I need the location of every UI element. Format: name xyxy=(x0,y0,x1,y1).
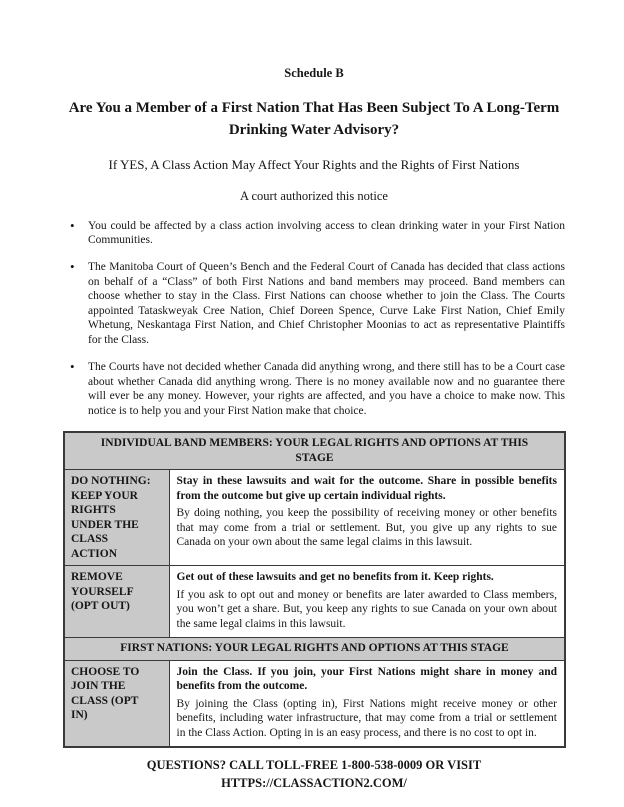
section-header-row-first-nations xyxy=(64,638,565,660)
option-description-opt-out xyxy=(169,566,565,638)
page-title: Are You a Member of a First Nation That Has Been Subject To A Long-Term Drinking Water Advisory? xyxy=(68,100,560,138)
schedule-label: Schedule B xyxy=(284,66,344,80)
option-label-opt-in: CHOOSE TO JOIN THE CLASS (OPT IN) xyxy=(64,660,169,747)
bullet-item-choice: • The Courts have not decided whether Canada did anything wrong, and there still has to be a Court case about whether Canada did anything wrong. There is no money available now and no guarantee there will ever be any money. However, your rights are affected, and you have a choice to make now. This notice is to help you and your First Nation make that choice. xyxy=(63,360,565,418)
footer-phone-line: QUESTIONS? CALL TOLL-FREE 1-800-538-0009 OR VISIT xyxy=(146,758,482,773)
table-row-opt-out xyxy=(64,566,565,638)
bullet-item-affected: • You could be affected by a class action involving access to clean drinking water in your First Nation Communities. xyxy=(63,219,565,248)
option-description-opt-in xyxy=(169,660,565,747)
section-header-individual-band-members: INDIVIDUAL BAND MEMBERS: YOUR LEGAL RIGHTS AND OPTIONS AT THIS STAGE xyxy=(64,432,565,469)
option-detail-do-nothing: By doing nothing, you keep the possibility of receiving money or other benefits that may come from a trial or settlement. But, you give up any rights to sue Canada on your own about the same legal claims in this lawsuit. xyxy=(176,507,557,549)
subtitle: If YES, A Class Action May Affect Your Rights and the Rights of First Nations xyxy=(108,156,520,172)
table-row-opt-in xyxy=(64,660,565,747)
option-summary-opt-in: Join the Class. If you join, your First Nations might share in money and benefits from the outcome. xyxy=(176,665,557,693)
option-label-opt-out: REMOVE YOURSELF (OPT OUT) xyxy=(64,566,169,638)
footer-contact xyxy=(63,757,565,792)
table-row-do-nothing xyxy=(64,470,565,566)
court-authorization-line: A court authorized this notice xyxy=(240,188,388,203)
bullet-list xyxy=(63,219,565,419)
option-description-do-nothing xyxy=(169,470,565,566)
section-header-first-nations: FIRST NATIONS: YOUR LEGAL RIGHTS AND OPTIONS AT THIS STAGE xyxy=(64,638,565,660)
option-label-do-nothing: DO NOTHING: KEEP YOUR RIGHTS UNDER THE CLASS ACTION xyxy=(64,470,169,566)
footer-url-line: HTTPS://CLASSACTION2.COM/ xyxy=(221,775,407,790)
option-summary-opt-out: Get out of these lawsuits and get no benefits from it. Keep rights. xyxy=(176,571,494,584)
option-detail-opt-in: By joining the Class (opting in), First Nations might receive money or other benefits, including water infrastructure, that may come from a trial or settlement in the Class Action. Opting in is an easy process, and there is no cost to opt in. xyxy=(176,697,557,739)
legal-options-table xyxy=(63,431,566,748)
option-detail-opt-out: If you ask to opt out and money or benefits are later awarded to Class members, you won’t get a share. But, you keep any rights to sue Canada on your own about the same legal claims in this lawsuit. xyxy=(176,588,557,630)
option-summary-do-nothing: Stay in these lawsuits and wait for the outcome. Share in possible benefits from the outcome but give up certain individual rights. xyxy=(176,475,557,502)
bullet-item-courts-decided: • The Manitoba Court of Queen’s Bench and the Federal Court of Canada has decided that class actions on behalf of a “Class” of both First Nations and band members may proceed. Band members can choose whether to stay in the Class. First Nations can choose whether to join the Class. The Courts appointed Tataskweyak Cree Nation, Chief Doreen Spence, Curve Lake First Nation, Chief Emily Whetung, Neskantaga First Nation, and Chief Christopher Moonias to act as representative Plaintiffs for the Class. xyxy=(63,260,565,347)
section-header-row-band-members xyxy=(64,432,565,469)
